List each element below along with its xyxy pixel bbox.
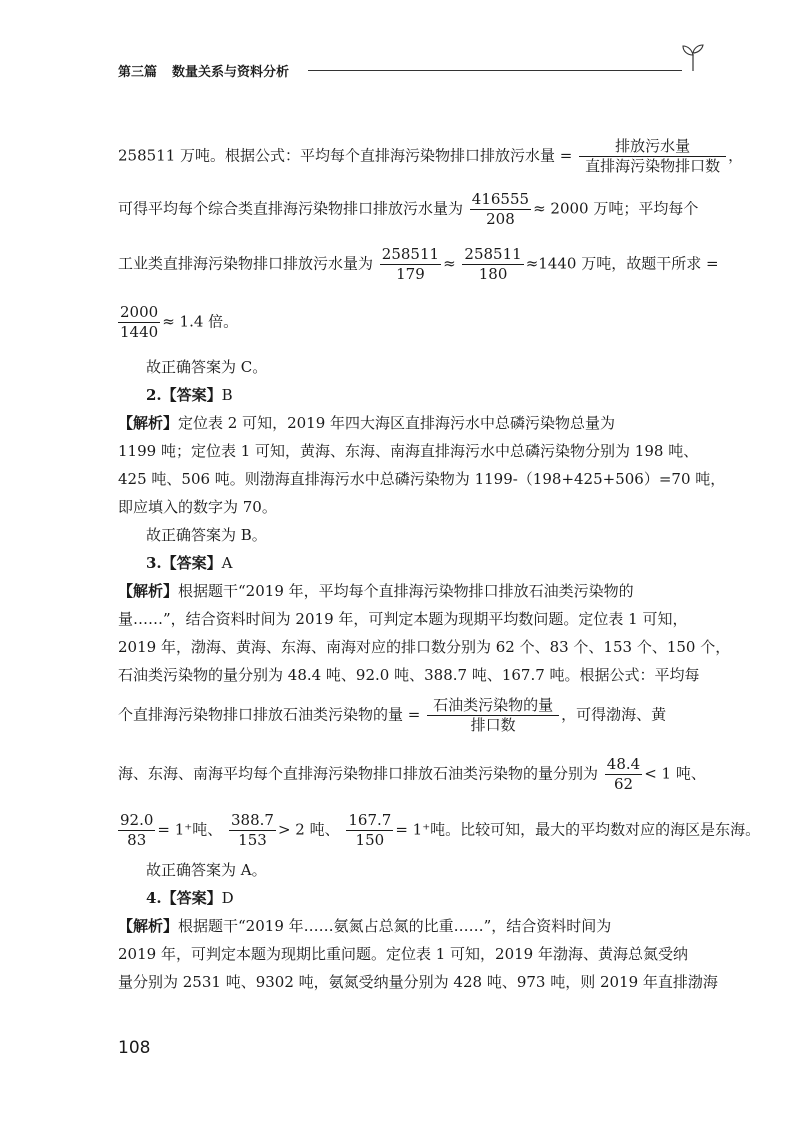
- fraction-numerator: 48.4: [606, 755, 641, 773]
- text-segment: 故正确答案为 C。: [146, 358, 268, 376]
- text-line: [118, 696, 708, 735]
- text-segment: > 2 吨、: [277, 820, 340, 839]
- text-segment: 1199 吨；定位表 1 可知，黄海、东海、南海直排海污水中总磷污染物分别为 198 吨、: [118, 442, 699, 460]
- sprout-icon: [680, 42, 706, 72]
- header-rule: [308, 70, 682, 71]
- analysis-tag: 【解析】: [118, 582, 179, 600]
- fraction: [579, 137, 726, 176]
- text-line: [146, 860, 708, 880]
- fraction-denominator: 179: [396, 265, 425, 283]
- text-line: [118, 190, 708, 229]
- text-segment: 根据题干“2019 年……氨氮占总氮的比重……”，结合资料时间为: [178, 917, 612, 935]
- text-segment: 258511 万吨。根据公式：平均每个直排海污染物排口排放污水量 =: [118, 146, 573, 165]
- text-line: [118, 497, 708, 517]
- fraction: [229, 811, 276, 850]
- fraction-numerator: 258511: [464, 245, 522, 263]
- text-segment: = 1⁺吨。比较可知，最大的平均数对应的海区是东海。: [395, 820, 761, 839]
- text-line: [118, 755, 708, 794]
- fraction: [346, 811, 393, 850]
- text-segment: 海、东海、南海平均每个直排海污染物排口排放石油类污染物的量分别为: [118, 764, 599, 783]
- fraction-numerator: 排放污水量: [579, 137, 726, 157]
- text-line: [146, 357, 708, 377]
- fraction: [380, 245, 441, 284]
- text-line: [118, 245, 719, 284]
- fraction-numerator: 258511: [381, 245, 440, 263]
- fraction-numerator: 石油类污染物的量: [427, 696, 559, 716]
- fraction-numerator: 416555: [471, 190, 530, 208]
- text-line: [118, 581, 708, 601]
- analysis-tag: 【解析】: [118, 917, 179, 935]
- answer-line: [146, 385, 708, 405]
- text-segment: 个直排海污染物排口排放石油类污染物的量 =: [118, 705, 421, 724]
- fraction: [427, 696, 559, 735]
- fraction: [470, 190, 531, 229]
- text-segment: ≈ 2000 万吨；平均每个: [533, 199, 699, 218]
- text-line: [118, 609, 708, 629]
- text-segment: 工业类直排海污染物排口排放污水量为: [118, 254, 374, 273]
- answer-value: B: [221, 386, 233, 404]
- text-segment: ，可得渤海、黄: [561, 705, 667, 724]
- text-segment: ≈: [443, 254, 456, 273]
- answer-label: 4.【答案】: [146, 889, 222, 907]
- answer-label: 2.【答案】: [146, 386, 222, 404]
- text-segment: 2019 年，可判定本题为现期比重问题。定位表 1 可知，2019 年渤海、黄海总氮受纳: [118, 945, 688, 963]
- text-segment: 425 吨、506 吨。则渤海直排海污水中总磷污染物为 1199-（198+425+506）=70 吨，: [118, 470, 726, 488]
- fraction: [118, 303, 160, 342]
- text-line: [118, 972, 718, 992]
- text-line: [118, 303, 708, 342]
- answer-value: D: [221, 889, 234, 907]
- text-segment: 故正确答案为 A。: [146, 861, 267, 879]
- fraction: [462, 245, 523, 284]
- answer-label: 3.【答案】: [146, 554, 222, 572]
- text-line: [146, 525, 708, 545]
- answer-line: [146, 888, 708, 908]
- fraction-denominator: 153: [238, 831, 267, 849]
- fraction-denominator: 83: [127, 831, 147, 849]
- text-segment: 定位表 2 可知，2019 年四大海区直排海污水中总磷污染物总量为: [178, 414, 616, 432]
- text-segment: 可得平均每个综合类直排海污染物排口排放污水量为: [118, 199, 464, 218]
- analysis-tag: 【解析】: [118, 414, 179, 432]
- text-line: [118, 469, 726, 489]
- answer-line: [146, 553, 708, 573]
- fraction-numerator: 2000: [120, 303, 159, 321]
- text-segment: 故正确答案为 B。: [146, 526, 267, 544]
- text-line: [118, 637, 731, 657]
- page-number: 108: [118, 1038, 151, 1058]
- text-segment: ，: [728, 146, 744, 165]
- section-label: 第三篇: [118, 65, 158, 80]
- text-line: [118, 944, 708, 964]
- text-segment: ≈ 1.4 倍。: [162, 312, 239, 331]
- text-segment: 量分别为 2531 吨、9302 吨，氨氮受纳量分别为 428 吨、973 吨，则 2019 年直排渤海: [118, 973, 718, 991]
- fraction-denominator: 直排海污染物排口数: [585, 157, 721, 175]
- fraction-numerator: 388.7: [231, 811, 274, 829]
- fraction-denominator: 150: [355, 831, 385, 849]
- fraction: [605, 755, 642, 794]
- fraction-denominator: 180: [478, 265, 508, 283]
- text-segment: 根据题干“2019 年，平均每个直排海污染物排口排放石油类污染物的: [178, 582, 634, 600]
- text-segment: 2019 年，渤海、黄海、东海、南海对应的排口数分别为 62 个、83 个、153 个、150 个，: [118, 638, 731, 656]
- running-header: [118, 58, 708, 82]
- text-line: [118, 441, 708, 461]
- text-line: [118, 916, 708, 936]
- fraction-denominator: 排口数: [470, 716, 516, 734]
- answer-value: A: [221, 554, 233, 572]
- text-segment: 即应填入的数字为 70。: [118, 498, 277, 516]
- text-line: [118, 413, 708, 433]
- text-line: [118, 665, 708, 685]
- section-title: 数量关系与资料分析: [172, 65, 290, 80]
- fraction-denominator: 208: [486, 210, 515, 228]
- fraction: [118, 811, 155, 850]
- text-line: [118, 137, 744, 176]
- fraction-denominator: 1440: [120, 323, 159, 341]
- text-segment: ≈1440 万吨，故题干所求 =: [525, 254, 719, 273]
- text-line: [118, 811, 761, 850]
- text-segment: = 1⁺吨、: [157, 820, 223, 839]
- text-segment: 石油类污染物的量分别为 48.4 吨、92.0 吨、388.7 吨、167.7 吨。根据公式：平均每: [118, 666, 700, 684]
- fraction-numerator: 92.0: [120, 811, 154, 829]
- text-segment: < 1 吨、: [644, 764, 706, 783]
- fraction-numerator: 167.7: [348, 811, 392, 829]
- text-segment: 量……”，结合资料时间为 2019 年，可判定本题为现期平均数问题。定位表 1 可知，: [118, 610, 688, 628]
- fraction-denominator: 62: [613, 775, 634, 793]
